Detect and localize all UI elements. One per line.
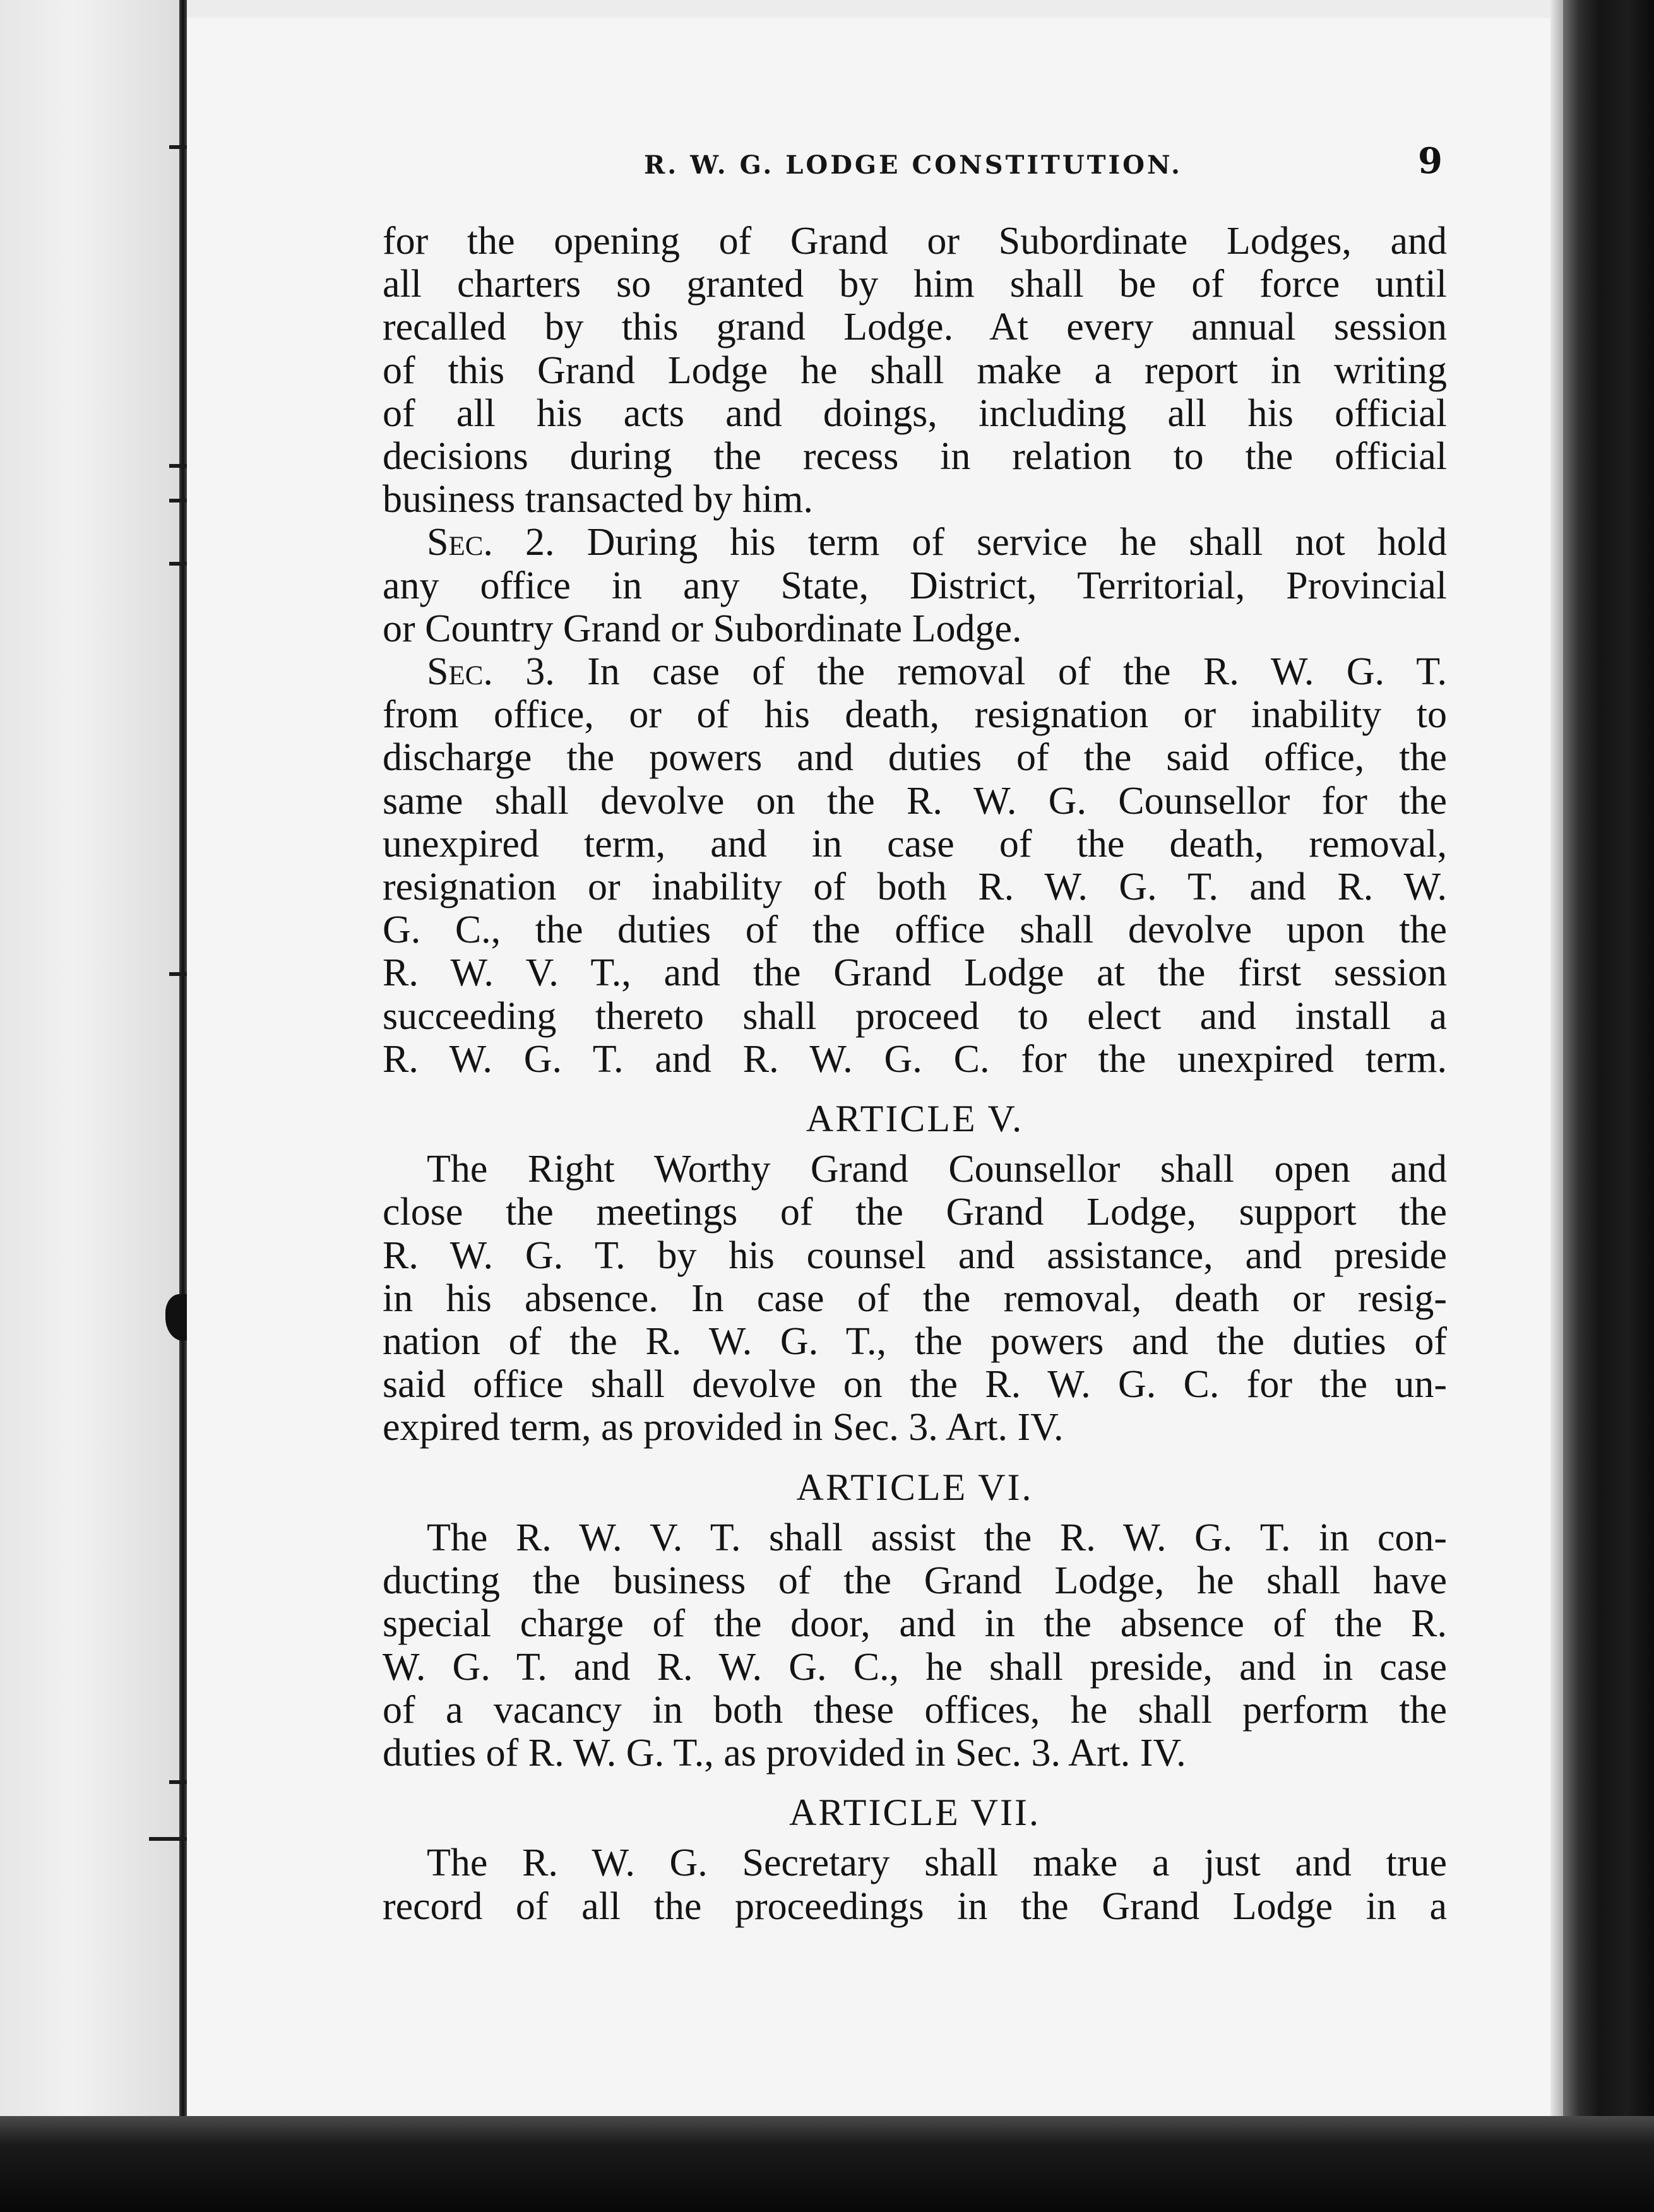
text-line: resignation or inability of both R. W. G. T. and R. W.: [383, 865, 1447, 909]
article-5: [383, 1148, 1447, 1449]
text-line: decisions during the recess in relation to the official: [383, 435, 1447, 479]
text-line: business transacted by him.: [383, 478, 813, 521]
article-6: [383, 1516, 1447, 1775]
article-heading: ARTICLE VI.: [796, 1466, 1033, 1508]
text-line: W. G. T. and R. W. G. C., he shall preside, and in case: [383, 1645, 1447, 1689]
text-line: discharge the powers and duties of the said office, the: [383, 736, 1447, 780]
text-line: from office, or of his death, resignation or inability to: [383, 693, 1447, 737]
article-7: [383, 1841, 1447, 1927]
text-line: duties of R. W. G. T., as provided in Sec. 3. Art. IV.: [383, 1731, 1186, 1775]
scan-bottom-border: [0, 2116, 1654, 2212]
text-line: record of all the proceedings in the Grand Lodge in a: [383, 1884, 1447, 1928]
left-margin: [0, 0, 184, 2212]
text-line: G. C., the duties of the office shall devolve upon the: [383, 908, 1447, 952]
text-line: all charters so granted by him shall be of force until: [383, 263, 1447, 306]
text-line: or Country Grand or Subordinate Lodge.: [383, 607, 1022, 650]
article-heading: ARTICLE V.: [806, 1098, 1024, 1140]
paragraph-continuation: [383, 220, 1447, 521]
text-line: expired term, as provided in Sec. 3. Art. IV.: [383, 1406, 1064, 1449]
text-line: any office in any State, District, Territorial, Provincial: [383, 564, 1447, 607]
text-line: nation of the R. W. G. T., the powers and the duties of: [383, 1320, 1447, 1364]
text-line: ducting the business of the Grand Lodge, he shall have: [383, 1559, 1447, 1603]
text-line: succeeding thereto shall proceed to elect and install a: [383, 994, 1447, 1038]
text-line: same shall devolve on the R. W. G. Counsellor for the: [383, 779, 1447, 823]
text-line: of all his acts and doings, including all his official: [383, 391, 1447, 435]
running-head: R. W. G. LODGE CONSTITUTION.: [644, 150, 1182, 180]
text-line: unexpired term, and in case of the death, removal,: [383, 822, 1447, 865]
text-line: R. W. V. T., and the Grand Lodge at the first session: [383, 951, 1447, 995]
page-number: 9: [1418, 140, 1443, 182]
text-run: In case of the removal of the R. W. G. T.: [554, 650, 1447, 694]
section-2: [383, 521, 1447, 650]
scan-right-border: [1563, 0, 1654, 2212]
text-run: The R. W. G. Secretary shall make a just and true: [427, 1841, 1447, 1885]
text-line: special charge of the door, and in the absence of the R.: [383, 1602, 1447, 1646]
text-line: of this Grand Lodge he shall make a report in writing: [383, 348, 1447, 392]
text-run: The R. W. V. T. shall assist the R. W. G. T. in con-: [427, 1516, 1447, 1559]
text-line: R. W. G. T. and R. W. G. C. for the unexpired term.: [383, 1037, 1447, 1081]
text-line: said office shall devolve on the R. W. G. C. for the un-: [383, 1363, 1447, 1406]
text-line: recalled by this grand Lodge. At every annual session: [383, 306, 1447, 349]
text-line: [383, 1148, 1447, 1191]
text-run: The Right Worthy Grand Counsellor shall open and: [427, 1148, 1447, 1191]
text-line: in his absence. In case of the removal, death or resig-: [383, 1276, 1447, 1320]
text-run: During his term of service he shall not hold: [554, 521, 1447, 564]
text-line: close the meetings of the Grand Lodge, support the: [383, 1191, 1447, 1234]
text-line: [383, 521, 1447, 564]
section-label: Sec. 3.: [427, 650, 555, 694]
text-line: [383, 1516, 1447, 1559]
section-3: [383, 650, 1447, 1081]
text-line: for the opening of Grand or Subordinate Lodges, and: [383, 220, 1447, 263]
text-line: of a vacancy in both these offices, he shall perform the: [383, 1688, 1447, 1732]
article-heading: ARTICLE VII.: [789, 1792, 1040, 1834]
text-line: [383, 650, 1447, 693]
section-label: Sec. 2.: [427, 521, 555, 564]
binding-edge: [179, 0, 187, 2212]
body-text: [383, 220, 1447, 1928]
text-line: [383, 1841, 1447, 1884]
text-line: R. W. G. T. by his counsel and assistance, and preside: [383, 1234, 1447, 1277]
